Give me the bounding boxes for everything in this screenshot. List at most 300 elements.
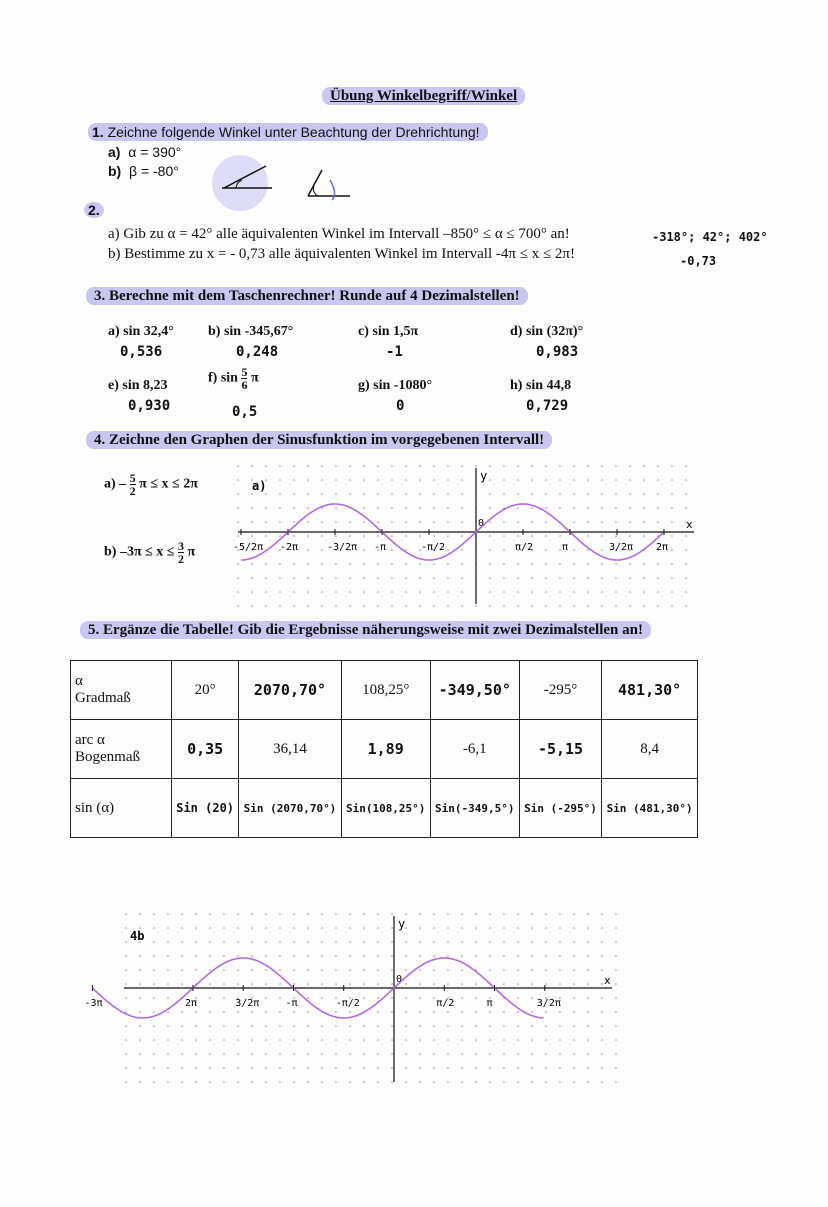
grid-dot <box>531 605 533 607</box>
grid-dot <box>685 591 687 593</box>
grid-dot <box>405 1025 407 1027</box>
grid-dot <box>363 955 365 957</box>
grid-dot <box>601 1025 603 1027</box>
grid-dot <box>531 465 533 467</box>
grid-dot <box>391 955 393 957</box>
grid-dot <box>573 577 575 579</box>
x-tick-label: -π/2 <box>421 542 446 553</box>
grid-dot <box>573 1011 575 1013</box>
grid-dot <box>181 969 183 971</box>
grid-dot <box>531 1025 533 1027</box>
grid-dot <box>419 563 421 565</box>
grid-dot <box>559 1053 561 1055</box>
grid-dot <box>307 563 309 565</box>
grid-dot <box>377 493 379 495</box>
task2-a-answer: -318°; 42°; 402° <box>652 230 768 244</box>
grid-dot <box>377 955 379 957</box>
grid-dot <box>377 1067 379 1069</box>
grid-dot <box>237 479 239 481</box>
grid-dot <box>629 521 631 523</box>
grid-dot <box>489 465 491 467</box>
grid-dot <box>195 941 197 943</box>
grid-dot <box>671 479 673 481</box>
grid-dot <box>559 927 561 929</box>
grid-dot <box>307 1081 309 1083</box>
grid-dot <box>559 479 561 481</box>
grid-dot <box>643 521 645 523</box>
grid-dot <box>489 591 491 593</box>
grid-dot <box>447 591 449 593</box>
grid-dot <box>293 927 295 929</box>
grid-dot <box>461 591 463 593</box>
grid-dot <box>377 1011 379 1013</box>
grid-dot <box>167 1039 169 1041</box>
task4-a-interval: a) – $\frac{5}{2}$ π ≤ x ≤ 2π <box>104 471 198 498</box>
task2-b: b) Bestimme zu x = - 0,73 alle äquivalenten Winkel im Intervall -4π ≤ x ≤ 2π! <box>108 246 575 262</box>
table-cell: Sin (-295°) <box>519 779 601 838</box>
grid-dot <box>377 577 379 579</box>
table-row <box>71 661 698 720</box>
grid-dot <box>671 493 673 495</box>
table-cell: 1,89 <box>341 720 430 779</box>
table-cell: Sin (20) <box>172 779 239 838</box>
grid-dot <box>223 1053 225 1055</box>
grid-dot <box>573 507 575 509</box>
grid-dot <box>517 563 519 565</box>
grid-dot <box>517 507 519 509</box>
task5-heading: 5. Ergänze die Tabelle! Gib die Ergebnisse näherungsweise mit zwei Dezimalstellen an! <box>80 622 651 639</box>
grid-dot <box>685 563 687 565</box>
grid-dot <box>461 577 463 579</box>
grid-dot <box>461 465 463 467</box>
grid-dot <box>349 1081 351 1083</box>
grid-dot <box>293 521 295 523</box>
grid-dot <box>293 941 295 943</box>
grid-dot <box>461 997 463 999</box>
grid-dot <box>461 521 463 523</box>
grid-dot <box>601 955 603 957</box>
grid-dot <box>237 591 239 593</box>
grid-dot <box>279 493 281 495</box>
grid-dot <box>265 913 267 915</box>
grid-dot <box>517 969 519 971</box>
grid-dot <box>475 605 477 607</box>
grid-dot <box>391 521 393 523</box>
grid-dot <box>223 1067 225 1069</box>
grid-dot <box>545 969 547 971</box>
grid-dot <box>279 1011 281 1013</box>
grid-dot <box>433 941 435 943</box>
grid-dot <box>503 521 505 523</box>
grid-dot <box>363 479 365 481</box>
grid-dot <box>237 1081 239 1083</box>
grid-dot <box>489 927 491 929</box>
grid-dot <box>489 493 491 495</box>
grid-dot <box>615 1039 617 1041</box>
grid-dot <box>517 955 519 957</box>
grid-dot <box>545 577 547 579</box>
grid-dot <box>195 1081 197 1083</box>
grid-dot <box>517 479 519 481</box>
grid-dot <box>489 1025 491 1027</box>
grid-dot <box>279 605 281 607</box>
grid-dot <box>125 1053 127 1055</box>
grid-dot <box>153 1053 155 1055</box>
grid-dot <box>545 983 547 985</box>
grid-dot <box>321 1067 323 1069</box>
grid-dot <box>531 941 533 943</box>
grid-dot <box>307 1011 309 1013</box>
grid-dot <box>419 577 421 579</box>
grid-dot <box>391 1011 393 1013</box>
grid-dot <box>601 983 603 985</box>
grid-dot <box>405 927 407 929</box>
grid-dot <box>349 577 351 579</box>
grid-dot <box>461 507 463 509</box>
grid-dot <box>377 521 379 523</box>
grid-dot <box>349 479 351 481</box>
grid-dot <box>223 927 225 929</box>
grid-dot <box>601 577 603 579</box>
grid-dot <box>237 465 239 467</box>
grid-dot <box>657 521 659 523</box>
grid-dot <box>559 549 561 551</box>
grid-dot <box>601 521 603 523</box>
grid-dot <box>181 1039 183 1041</box>
grid-dot <box>615 535 617 537</box>
grid-dot <box>237 1067 239 1069</box>
grid-dot <box>559 1025 561 1027</box>
grid-dot <box>447 521 449 523</box>
grid-dot <box>517 941 519 943</box>
grid-dot <box>559 1081 561 1083</box>
grid-dot <box>559 1039 561 1041</box>
grid-dot <box>279 1053 281 1055</box>
table-cell: -295° <box>519 661 601 720</box>
grid-dot <box>433 955 435 957</box>
grid-dot <box>139 1025 141 1027</box>
grid-dot <box>321 521 323 523</box>
grid-dot <box>265 1053 267 1055</box>
grid-dot <box>251 493 253 495</box>
grid-dot <box>293 577 295 579</box>
grid-dot <box>363 1039 365 1041</box>
grid-dot <box>503 1053 505 1055</box>
grid-dot <box>321 1081 323 1083</box>
grid-dot <box>489 563 491 565</box>
grid-dot <box>321 1039 323 1041</box>
grid-dot <box>447 983 449 985</box>
grid-dot <box>559 955 561 957</box>
table-cell: 20° <box>172 661 239 720</box>
grid-dot <box>489 1053 491 1055</box>
grid-dot <box>503 563 505 565</box>
grid-dot <box>489 941 491 943</box>
grid-dot <box>657 465 659 467</box>
grid-dot <box>265 941 267 943</box>
grid-dot <box>251 1081 253 1083</box>
grid-dot <box>685 479 687 481</box>
grid-dot <box>587 563 589 565</box>
grid-dot <box>489 521 491 523</box>
grid-dot <box>377 605 379 607</box>
grid-dot <box>237 605 239 607</box>
grid-dot <box>601 1011 603 1013</box>
grid-dot <box>307 493 309 495</box>
grid-dot <box>139 1011 141 1013</box>
grid-dot <box>643 591 645 593</box>
x-tick-label: -3π <box>84 998 103 1009</box>
grid-dot <box>279 927 281 929</box>
grid-dot <box>615 1067 617 1069</box>
grid-dot <box>573 927 575 929</box>
grid-dot <box>321 969 323 971</box>
grid-dot <box>643 563 645 565</box>
grid-dot <box>461 1081 463 1083</box>
grid-dot <box>545 1081 547 1083</box>
grid-dot <box>489 1039 491 1041</box>
grid-dot <box>559 983 561 985</box>
grid-dot <box>125 913 127 915</box>
grid-dot <box>335 955 337 957</box>
grid-dot <box>335 479 337 481</box>
grid-dot <box>209 1067 211 1069</box>
grid-dot <box>419 983 421 985</box>
grid-dot <box>503 1039 505 1041</box>
grid-dot <box>223 941 225 943</box>
grid-dot <box>489 605 491 607</box>
task3-answer-d: 0,983 <box>536 344 579 360</box>
grid-dot <box>517 1011 519 1013</box>
grid-dot <box>377 591 379 593</box>
task3-item-g: g) sin -1080° <box>358 378 433 393</box>
grid-dot <box>265 465 267 467</box>
grid-dot <box>503 591 505 593</box>
graph-label: a) <box>252 479 267 493</box>
grid-dot <box>405 605 407 607</box>
grid-dot <box>573 1081 575 1083</box>
grid-dot <box>377 983 379 985</box>
grid-dot <box>433 577 435 579</box>
x-tick-label: -π <box>374 542 387 553</box>
grid-dot <box>209 955 211 957</box>
grid-dot <box>629 493 631 495</box>
grid-dot <box>335 969 337 971</box>
grid-dot <box>391 1067 393 1069</box>
task3-answer-h: 0,729 <box>526 398 569 414</box>
grid-dot <box>237 1011 239 1013</box>
grid-dot <box>265 1081 267 1083</box>
grid-dot <box>433 913 435 915</box>
grid-dot <box>363 969 365 971</box>
grid-dot <box>503 1081 505 1083</box>
grid-dot <box>447 913 449 915</box>
grid-dot <box>321 955 323 957</box>
grid-dot <box>573 591 575 593</box>
grid-dot <box>139 1081 141 1083</box>
grid-dot <box>461 493 463 495</box>
grid-dot <box>489 549 491 551</box>
grid-dot <box>643 535 645 537</box>
grid-dot <box>657 591 659 593</box>
grid-dot <box>307 465 309 467</box>
grid-dot <box>223 955 225 957</box>
grid-dot <box>349 927 351 929</box>
grid-dot <box>279 1067 281 1069</box>
grid-dot <box>237 969 239 971</box>
grid-dot <box>461 941 463 943</box>
grid-dot <box>419 941 421 943</box>
grid-dot <box>587 577 589 579</box>
grid-dot <box>447 969 449 971</box>
grid-dot <box>223 1081 225 1083</box>
grid-dot <box>335 927 337 929</box>
grid-dot <box>265 577 267 579</box>
grid-dot <box>531 927 533 929</box>
grid-dot <box>503 913 505 915</box>
grid-dot <box>419 465 421 467</box>
grid-dot <box>419 997 421 999</box>
task3-item-c: c) sin 1,5π <box>358 324 419 339</box>
grid-dot <box>167 1025 169 1027</box>
grid-dot <box>559 941 561 943</box>
grid-dot <box>545 1025 547 1027</box>
grid-dot <box>293 1011 295 1013</box>
grid-dot <box>503 1011 505 1013</box>
grid-dot <box>587 913 589 915</box>
grid-dot <box>489 1081 491 1083</box>
grid-dot <box>251 605 253 607</box>
grid-dot <box>615 521 617 523</box>
grid-dot <box>363 563 365 565</box>
grid-dot <box>167 941 169 943</box>
grid-dot <box>503 1067 505 1069</box>
grid-dot <box>391 1025 393 1027</box>
grid-dot <box>391 927 393 929</box>
grid-dot <box>405 1039 407 1041</box>
grid-dot <box>461 969 463 971</box>
grid-dot <box>125 955 127 957</box>
grid-dot <box>223 983 225 985</box>
grid-dot <box>307 535 309 537</box>
grid-dot <box>587 591 589 593</box>
grid-dot <box>629 577 631 579</box>
grid-dot <box>685 535 687 537</box>
grid-dot <box>601 941 603 943</box>
grid-dot <box>391 969 393 971</box>
grid-dot <box>139 969 141 971</box>
grid-dot <box>405 1067 407 1069</box>
grid-dot <box>265 521 267 523</box>
grid-dot <box>615 997 617 999</box>
grid-dot <box>279 591 281 593</box>
grid-dot <box>685 465 687 467</box>
grid-dot <box>307 521 309 523</box>
grid-dot <box>503 577 505 579</box>
grid-dot <box>405 1011 407 1013</box>
grid-dot <box>349 535 351 537</box>
grid-dot <box>615 507 617 509</box>
grid-dot <box>531 1053 533 1055</box>
grid-dot <box>475 1039 477 1041</box>
grid-dot <box>349 493 351 495</box>
grid-dot <box>475 1067 477 1069</box>
grid-dot <box>321 479 323 481</box>
grid-dot <box>419 927 421 929</box>
grid-dot <box>293 913 295 915</box>
grid-dot <box>405 983 407 985</box>
grid-dot <box>559 507 561 509</box>
grid-dot <box>363 507 365 509</box>
x-tick-label: -π <box>285 998 298 1009</box>
grid-dot <box>573 521 575 523</box>
grid-dot <box>559 969 561 971</box>
grid-dot <box>265 983 267 985</box>
table-row <box>71 720 698 779</box>
grid-dot <box>349 1053 351 1055</box>
grid-dot <box>307 927 309 929</box>
grid-dot <box>153 969 155 971</box>
grid-dot <box>237 913 239 915</box>
grid-dot <box>531 1011 533 1013</box>
grid-dot <box>251 1067 253 1069</box>
grid-dot <box>293 591 295 593</box>
table-cell: 2070,70° <box>239 661 341 720</box>
grid-dot <box>475 927 477 929</box>
grid-dot <box>475 1011 477 1013</box>
grid-dot <box>517 465 519 467</box>
grid-dot <box>559 563 561 565</box>
grid-dot <box>335 913 337 915</box>
grid-dot <box>251 507 253 509</box>
grid-dot <box>363 913 365 915</box>
grid-dot <box>265 1011 267 1013</box>
grid-dot <box>139 955 141 957</box>
grid-dot <box>153 1067 155 1069</box>
grid-dot <box>447 563 449 565</box>
grid-dot <box>475 1053 477 1055</box>
grid-dot <box>223 913 225 915</box>
grid-dot <box>573 493 575 495</box>
grid-dot <box>181 1067 183 1069</box>
grid-dot <box>573 549 575 551</box>
grid-dot <box>391 563 393 565</box>
grid-dot <box>377 535 379 537</box>
grid-dot <box>307 997 309 999</box>
grid-dot <box>377 969 379 971</box>
grid-dot <box>461 563 463 565</box>
grid-dot <box>377 479 379 481</box>
grid-dot <box>391 941 393 943</box>
grid-dot <box>153 983 155 985</box>
grid-dot <box>587 1011 589 1013</box>
grid-dot <box>321 563 323 565</box>
task3-item-d: d) sin (32π)° <box>510 324 584 339</box>
grid-dot <box>545 535 547 537</box>
grid-dot <box>531 577 533 579</box>
grid-dot <box>237 1053 239 1055</box>
grid-dot <box>377 1025 379 1027</box>
grid-dot <box>489 969 491 971</box>
grid-dot <box>447 1011 449 1013</box>
grid-dot <box>321 997 323 999</box>
grid-dot <box>181 927 183 929</box>
grid-dot <box>461 1011 463 1013</box>
grid-dot <box>475 983 477 985</box>
grid-dot <box>503 605 505 607</box>
grid-dot <box>601 507 603 509</box>
row-header-degree: α Gradmaß <box>71 661 172 720</box>
